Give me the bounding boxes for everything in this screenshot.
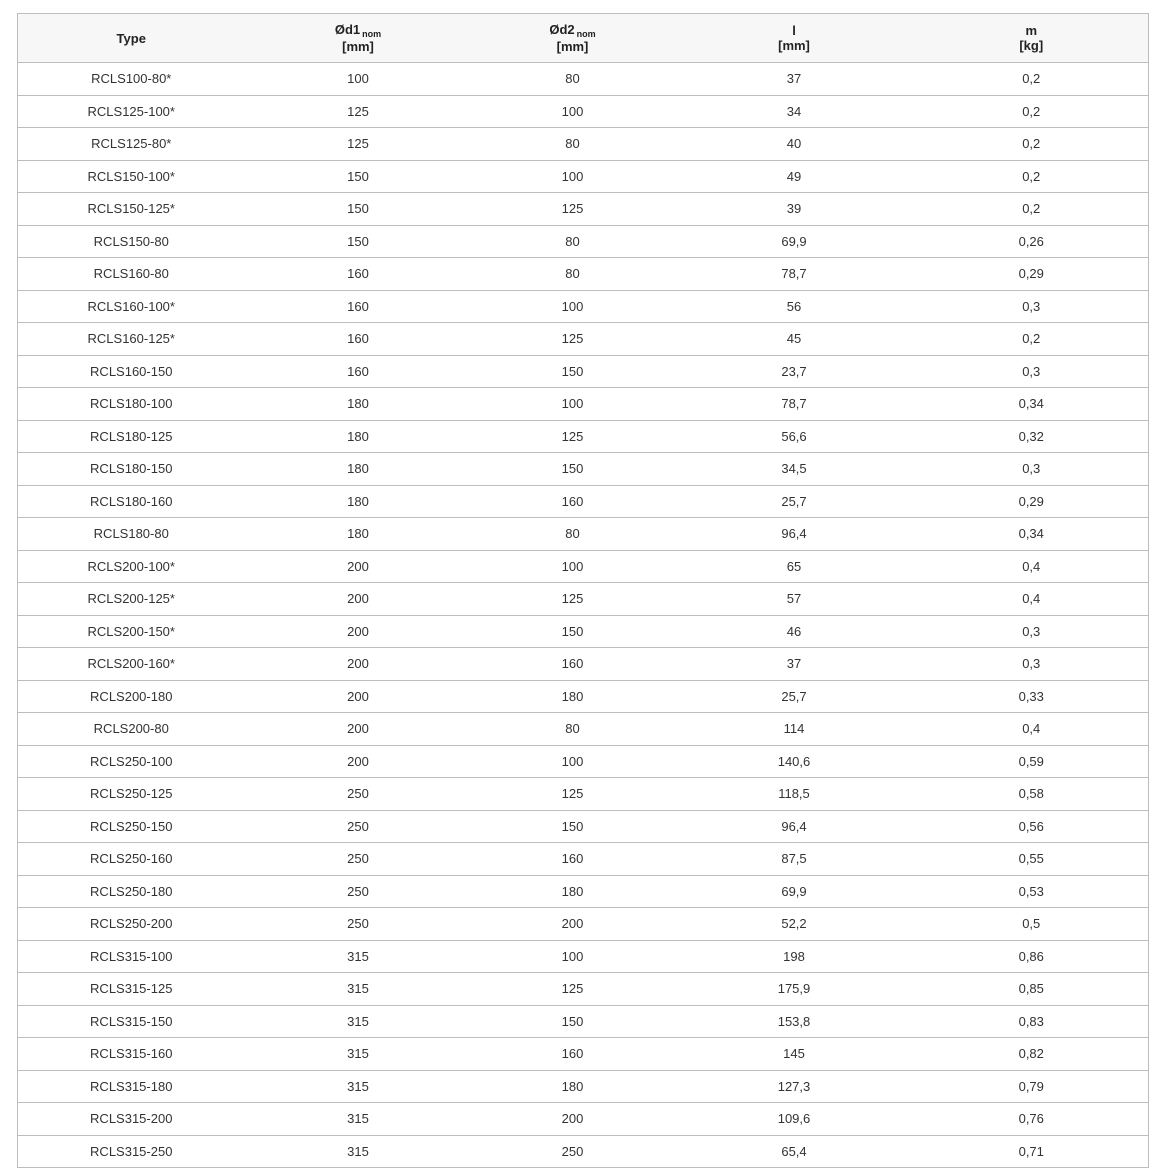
product-table-container	[17, 13, 1148, 1168]
table-row	[18, 940, 1149, 973]
cell-d1: 200	[245, 583, 472, 616]
cell-m: 0,2	[915, 95, 1149, 128]
cell-m: 0,3	[915, 290, 1149, 323]
cell-d2: 80	[472, 63, 674, 96]
table-row	[18, 1103, 1149, 1136]
cell-type: RCLS315-250	[18, 1135, 245, 1168]
cell-l: 65,4	[674, 1135, 915, 1168]
cell-l: 52,2	[674, 908, 915, 941]
cell-type: RCLS200-100*	[18, 550, 245, 583]
table-row	[18, 713, 1149, 746]
table-row	[18, 420, 1149, 453]
table-row	[18, 63, 1149, 96]
cell-d2: 125	[472, 973, 674, 1006]
cell-l: 118,5	[674, 778, 915, 811]
cell-m: 0,83	[915, 1005, 1149, 1038]
cell-m: 0,32	[915, 420, 1149, 453]
cell-l: 69,9	[674, 875, 915, 908]
table-row	[18, 258, 1149, 291]
cell-l: 69,9	[674, 225, 915, 258]
cell-type: RCLS160-100*	[18, 290, 245, 323]
cell-type: RCLS250-180	[18, 875, 245, 908]
cell-l: 140,6	[674, 745, 915, 778]
table-row	[18, 810, 1149, 843]
cell-l: 96,4	[674, 518, 915, 551]
table-row	[18, 1038, 1149, 1071]
header-m-symbol: m	[1025, 23, 1038, 38]
cell-d1: 125	[245, 95, 472, 128]
cell-d2: 125	[472, 323, 674, 356]
cell-type: RCLS100-80*	[18, 63, 245, 96]
cell-l: 45	[674, 323, 915, 356]
cell-type: RCLS315-160	[18, 1038, 245, 1071]
cell-m: 0,3	[915, 453, 1149, 486]
table-body	[18, 63, 1149, 1168]
cell-d2: 150	[472, 810, 674, 843]
cell-d2: 250	[472, 1135, 674, 1168]
table-row	[18, 290, 1149, 323]
header-d2-symbol: Ød2	[549, 22, 575, 37]
cell-d2: 80	[472, 713, 674, 746]
cell-l: 37	[674, 648, 915, 681]
header-d1-unit: [mm]	[342, 39, 374, 54]
cell-type: RCLS160-150	[18, 355, 245, 388]
cell-type: RCLS125-80*	[18, 128, 245, 161]
table-row	[18, 355, 1149, 388]
cell-m: 0,3	[915, 615, 1149, 648]
cell-m: 0,55	[915, 843, 1149, 876]
cell-d1: 250	[245, 843, 472, 876]
table-row	[18, 875, 1149, 908]
cell-type: RCLS180-150	[18, 453, 245, 486]
table-row	[18, 745, 1149, 778]
cell-l: 114	[674, 713, 915, 746]
cell-d2: 180	[472, 875, 674, 908]
cell-d2: 100	[472, 550, 674, 583]
cell-m: 0,76	[915, 1103, 1149, 1136]
cell-m: 0,4	[915, 583, 1149, 616]
cell-d2: 200	[472, 1103, 674, 1136]
cell-d1: 250	[245, 778, 472, 811]
cell-l: 65	[674, 550, 915, 583]
table-row	[18, 193, 1149, 226]
cell-d2: 160	[472, 648, 674, 681]
cell-m: 0,85	[915, 973, 1149, 1006]
cell-d1: 200	[245, 648, 472, 681]
header-l-unit: [mm]	[778, 38, 810, 53]
cell-d2: 150	[472, 615, 674, 648]
cell-d1: 315	[245, 1103, 472, 1136]
table-row	[18, 583, 1149, 616]
table-row	[18, 1005, 1149, 1038]
cell-l: 25,7	[674, 485, 915, 518]
cell-l: 39	[674, 193, 915, 226]
table-row	[18, 323, 1149, 356]
table-header	[18, 14, 1149, 63]
cell-m: 0,29	[915, 258, 1149, 291]
header-d2-unit: [mm]	[556, 39, 589, 54]
cell-type: RCLS200-125*	[18, 583, 245, 616]
cell-d1: 160	[245, 355, 472, 388]
cell-d2: 100	[472, 388, 674, 421]
cell-l: 109,6	[674, 1103, 915, 1136]
cell-l: 96,4	[674, 810, 915, 843]
table-row	[18, 680, 1149, 713]
header-type-label: Type	[116, 30, 146, 46]
cell-m: 0,29	[915, 485, 1149, 518]
table-row	[18, 1135, 1149, 1168]
cell-d2: 180	[472, 680, 674, 713]
product-spec-table	[17, 13, 1149, 1168]
cell-m: 0,26	[915, 225, 1149, 258]
cell-type: RCLS125-100*	[18, 95, 245, 128]
header-l-symbol: l	[792, 23, 796, 38]
cell-m: 0,2	[915, 193, 1149, 226]
cell-l: 23,7	[674, 355, 915, 388]
cell-d2: 80	[472, 128, 674, 161]
cell-d1: 150	[245, 193, 472, 226]
table-row	[18, 388, 1149, 421]
table-row	[18, 973, 1149, 1006]
cell-l: 49	[674, 160, 915, 193]
cell-l: 78,7	[674, 388, 915, 421]
cell-d2: 100	[472, 745, 674, 778]
cell-type: RCLS250-125	[18, 778, 245, 811]
cell-d2: 150	[472, 453, 674, 486]
cell-d2: 160	[472, 1038, 674, 1071]
cell-type: RCLS250-160	[18, 843, 245, 876]
cell-d1: 160	[245, 290, 472, 323]
cell-d1: 160	[245, 258, 472, 291]
cell-d1: 315	[245, 1038, 472, 1071]
cell-m: 0,4	[915, 713, 1149, 746]
cell-type: RCLS200-180	[18, 680, 245, 713]
cell-d2: 160	[472, 485, 674, 518]
cell-m: 0,71	[915, 1135, 1149, 1168]
cell-d1: 180	[245, 518, 472, 551]
table-row	[18, 843, 1149, 876]
cell-type: RCLS200-150*	[18, 615, 245, 648]
table-row	[18, 95, 1149, 128]
cell-d2: 80	[472, 518, 674, 551]
header-d1-subscript: nom	[362, 29, 382, 39]
header-d2	[472, 14, 674, 63]
cell-d1: 180	[245, 485, 472, 518]
table-row	[18, 160, 1149, 193]
cell-type: RCLS180-80	[18, 518, 245, 551]
cell-l: 175,9	[674, 973, 915, 1006]
cell-m: 0,4	[915, 550, 1149, 583]
table-row	[18, 778, 1149, 811]
cell-d2: 125	[472, 193, 674, 226]
cell-d1: 200	[245, 680, 472, 713]
cell-type: RCLS315-100	[18, 940, 245, 973]
cell-d1: 180	[245, 420, 472, 453]
table-row	[18, 648, 1149, 681]
cell-type: RCLS200-80	[18, 713, 245, 746]
cell-d1: 315	[245, 1005, 472, 1038]
cell-d2: 80	[472, 225, 674, 258]
cell-type: RCLS150-125*	[18, 193, 245, 226]
header-l	[674, 14, 915, 63]
cell-d1: 180	[245, 388, 472, 421]
cell-d2: 180	[472, 1070, 674, 1103]
cell-type: RCLS180-100	[18, 388, 245, 421]
cell-m: 0,2	[915, 160, 1149, 193]
header-row	[18, 14, 1149, 63]
cell-m: 0,34	[915, 388, 1149, 421]
cell-m: 0,34	[915, 518, 1149, 551]
table-row	[18, 550, 1149, 583]
cell-d1: 250	[245, 810, 472, 843]
cell-l: 57	[674, 583, 915, 616]
cell-m: 0,53	[915, 875, 1149, 908]
cell-l: 78,7	[674, 258, 915, 291]
header-d1-symbol: Ød1	[334, 22, 361, 37]
cell-type: RCLS160-125*	[18, 323, 245, 356]
cell-d1: 200	[245, 615, 472, 648]
table-row	[18, 225, 1149, 258]
cell-l: 34	[674, 95, 915, 128]
cell-type: RCLS250-100	[18, 745, 245, 778]
cell-type: RCLS315-180	[18, 1070, 245, 1103]
cell-type: RCLS315-200	[18, 1103, 245, 1136]
cell-type: RCLS250-200	[18, 908, 245, 941]
cell-type: RCLS160-80	[18, 258, 245, 291]
cell-d2: 200	[472, 908, 674, 941]
cell-l: 198	[674, 940, 915, 973]
cell-d1: 315	[245, 940, 472, 973]
cell-type: RCLS250-150	[18, 810, 245, 843]
cell-d2: 80	[472, 258, 674, 291]
cell-m: 0,5	[915, 908, 1149, 941]
cell-type: RCLS180-125	[18, 420, 245, 453]
cell-l: 25,7	[674, 680, 915, 713]
cell-m: 0,3	[915, 355, 1149, 388]
cell-type: RCLS200-160*	[18, 648, 245, 681]
cell-d2: 100	[472, 160, 674, 193]
table-row	[18, 1070, 1149, 1103]
cell-type: RCLS180-160	[18, 485, 245, 518]
cell-l: 56,6	[674, 420, 915, 453]
cell-d1: 150	[245, 225, 472, 258]
cell-l: 46	[674, 615, 915, 648]
cell-m: 0,59	[915, 745, 1149, 778]
cell-d1: 160	[245, 323, 472, 356]
cell-type: RCLS150-100*	[18, 160, 245, 193]
header-type	[18, 14, 245, 63]
cell-d1: 100	[245, 63, 472, 96]
header-d1	[245, 14, 472, 63]
cell-d1: 315	[245, 1070, 472, 1103]
cell-type: RCLS315-125	[18, 973, 245, 1006]
cell-l: 34,5	[674, 453, 915, 486]
cell-m: 0,82	[915, 1038, 1149, 1071]
cell-m: 0,33	[915, 680, 1149, 713]
cell-d2: 100	[472, 290, 674, 323]
cell-l: 40	[674, 128, 915, 161]
cell-m: 0,56	[915, 810, 1149, 843]
cell-m: 0,79	[915, 1070, 1149, 1103]
cell-d2: 150	[472, 1005, 674, 1038]
cell-type: RCLS315-150	[18, 1005, 245, 1038]
cell-d2: 125	[472, 583, 674, 616]
table-row	[18, 128, 1149, 161]
table-row	[18, 485, 1149, 518]
header-m	[915, 14, 1149, 63]
header-m-unit: [kg]	[1019, 38, 1044, 53]
cell-m: 0,86	[915, 940, 1149, 973]
cell-l: 37	[674, 63, 915, 96]
table-row	[18, 908, 1149, 941]
cell-l: 153,8	[674, 1005, 915, 1038]
cell-d1: 180	[245, 453, 472, 486]
cell-m: 0,2	[915, 128, 1149, 161]
cell-d1: 200	[245, 550, 472, 583]
cell-d2: 125	[472, 778, 674, 811]
cell-d2: 150	[472, 355, 674, 388]
table-row	[18, 615, 1149, 648]
cell-d1: 250	[245, 908, 472, 941]
cell-l: 87,5	[674, 843, 915, 876]
cell-d2: 160	[472, 843, 674, 876]
cell-d1: 200	[245, 745, 472, 778]
cell-m: 0,2	[915, 63, 1149, 96]
cell-d1: 315	[245, 1135, 472, 1168]
cell-d1: 125	[245, 128, 472, 161]
cell-l: 56	[674, 290, 915, 323]
cell-l: 145	[674, 1038, 915, 1071]
cell-d1: 150	[245, 160, 472, 193]
cell-d2: 100	[472, 95, 674, 128]
table-row	[18, 453, 1149, 486]
cell-type: RCLS150-80	[18, 225, 245, 258]
table-row	[18, 518, 1149, 551]
cell-d1: 200	[245, 713, 472, 746]
header-d2-subscript: nom	[576, 29, 596, 39]
cell-d2: 100	[472, 940, 674, 973]
cell-m: 0,58	[915, 778, 1149, 811]
cell-d2: 125	[472, 420, 674, 453]
cell-m: 0,2	[915, 323, 1149, 356]
cell-m: 0,3	[915, 648, 1149, 681]
cell-d1: 250	[245, 875, 472, 908]
cell-d1: 315	[245, 973, 472, 1006]
cell-l: 127,3	[674, 1070, 915, 1103]
